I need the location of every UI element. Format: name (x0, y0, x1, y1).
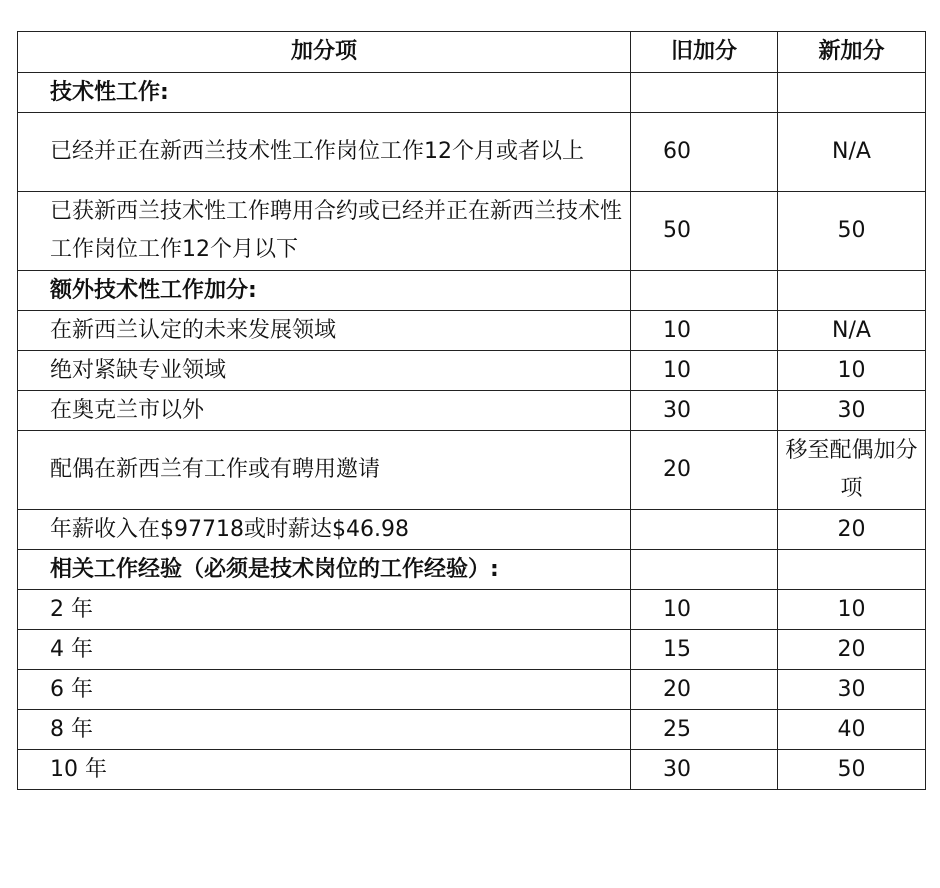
new-points-cell (778, 271, 926, 311)
old-points-cell (631, 271, 778, 311)
new-points-cell: 50 (778, 192, 926, 271)
item-label: 已经并正在新西兰技术性工作岗位工作12个月或者以上 (18, 113, 631, 192)
section-header-row (18, 550, 926, 590)
item-label: 已获新西兰技术性工作聘用合约或已经并正在新西兰技术性工作岗位工作12个月以下 (18, 192, 631, 271)
table-row (18, 670, 926, 710)
new-points-cell: 10 (778, 590, 926, 630)
table-row (18, 431, 926, 510)
header-new-points: 新加分 (778, 32, 926, 73)
old-points-cell: 15 (631, 630, 778, 670)
new-points-cell: 移至配偶加分项 (778, 431, 926, 510)
item-label: 6 年 (18, 670, 631, 710)
section-header-row (18, 73, 926, 113)
table-row (18, 510, 926, 550)
new-points-cell: 30 (778, 391, 926, 431)
old-points-cell: 20 (631, 670, 778, 710)
item-label: 4 年 (18, 630, 631, 670)
section-header-row (18, 271, 926, 311)
old-points-cell: 25 (631, 710, 778, 750)
item-label: 配偶在新西兰有工作或有聘用邀请 (18, 431, 631, 510)
old-points-cell (631, 550, 778, 590)
old-points-cell: 50 (631, 192, 778, 271)
new-points-cell (778, 550, 926, 590)
item-label: 在新西兰认定的未来发展领域 (18, 311, 631, 351)
new-points-cell: 20 (778, 630, 926, 670)
header-item: 加分项 (18, 32, 631, 73)
new-points-cell: 50 (778, 750, 926, 790)
new-points-cell (778, 73, 926, 113)
section-title: 额外技术性工作加分: (18, 271, 631, 311)
item-label: 10 年 (18, 750, 631, 790)
new-points-cell: 30 (778, 670, 926, 710)
old-points-cell: 10 (631, 590, 778, 630)
item-label: 2 年 (18, 590, 631, 630)
table-row (18, 750, 926, 790)
item-label: 年薪收入在$97718或时薪达$46.98 (18, 510, 631, 550)
table-row (18, 192, 926, 271)
table-body (18, 73, 926, 790)
item-label: 绝对紧缺专业领域 (18, 351, 631, 391)
table-row (18, 113, 926, 192)
old-points-cell: 60 (631, 113, 778, 192)
new-points-cell: 10 (778, 351, 926, 391)
old-points-cell: 10 (631, 311, 778, 351)
table-row (18, 590, 926, 630)
old-points-cell (631, 73, 778, 113)
points-comparison-table (17, 31, 926, 790)
old-points-cell: 10 (631, 351, 778, 391)
new-points-cell: N/A (778, 113, 926, 192)
header-row (18, 32, 926, 73)
section-title: 技术性工作: (18, 73, 631, 113)
new-points-cell: N/A (778, 311, 926, 351)
old-points-cell (631, 510, 778, 550)
table-row (18, 351, 926, 391)
table-row (18, 391, 926, 431)
table-row (18, 311, 926, 351)
section-title: 相关工作经验（必须是技术岗位的工作经验）: (18, 550, 631, 590)
new-points-cell: 20 (778, 510, 926, 550)
old-points-cell: 30 (631, 750, 778, 790)
header-old-points: 旧加分 (631, 32, 778, 73)
table-header (18, 32, 926, 73)
table-row (18, 710, 926, 750)
table-row (18, 630, 926, 670)
old-points-cell: 30 (631, 391, 778, 431)
old-points-cell: 20 (631, 431, 778, 510)
item-label: 8 年 (18, 710, 631, 750)
new-points-cell: 40 (778, 710, 926, 750)
item-label: 在奥克兰市以外 (18, 391, 631, 431)
